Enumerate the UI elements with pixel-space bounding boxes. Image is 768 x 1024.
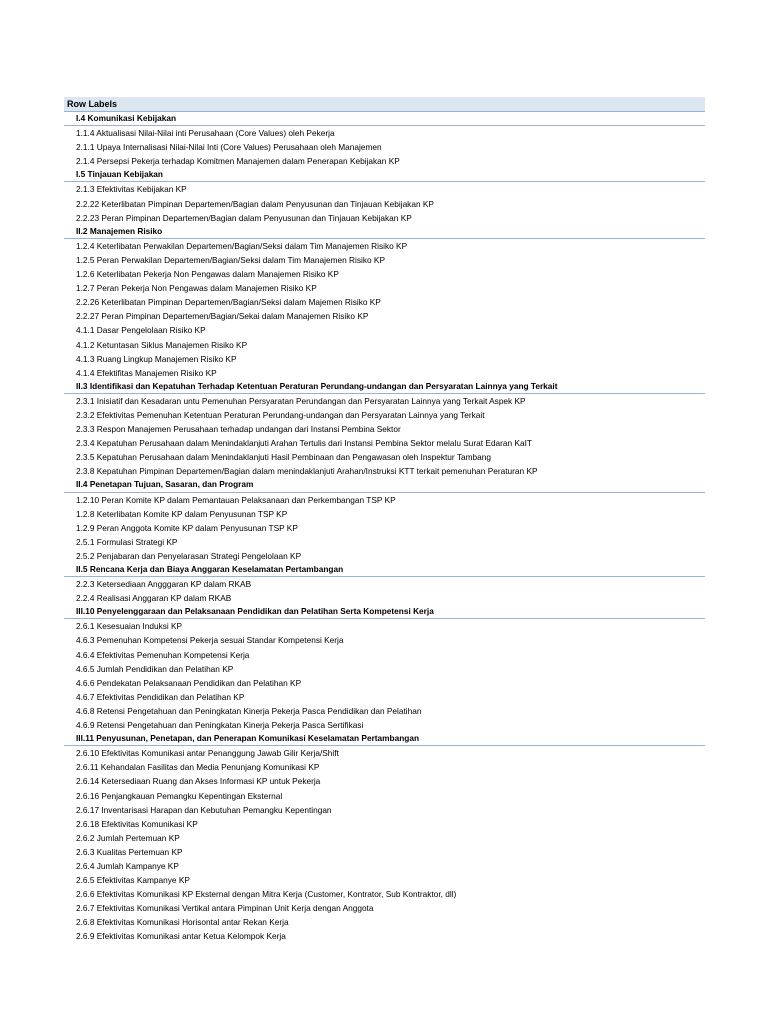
item-row[interactable]: 4.6.3 Pemenuhan Kompetensi Pekerja sesuai Standar Kompetensi Kerja [76,635,344,646]
item-row[interactable]: 4.1.1 Dasar Pengelolaan Risiko KP [76,325,206,336]
item-row[interactable]: 1.1.4 Aktualisasi Nilai-Nilai inti Perusahaan (Core Values) oleh Pekerja [76,128,335,139]
group-row[interactable]: II.3 Identifikasi dan Kepatuhan Terhadap Ketentuan Peraturan Perundang-undangan dan Persyaratan Lainnya yang Terkait [64,380,705,394]
pivot-table [64,97,705,944]
item-row[interactable]: 2.6.6 Efektivitas Komunikasi KP Eksternal dengan Mitra Kerja (Customer, Kontrator, Sub Kontraktor, dll) [76,889,457,900]
group-row[interactable]: II.4 Penetapan Tujuan, Sasaran, dan Program [64,478,705,492]
item-row[interactable]: 2.6.17 Inventarisasi Harapan dan Kebutuhan Pemangku Kepentingan [76,804,332,815]
item-row[interactable]: 2.6.14 Ketersediaan Ruang dan Akses Informasi KP untuk Pekerja [76,776,321,787]
item-row[interactable]: 4.6.4 Efektivitas Pemenuhan Kompetensi Kerja [76,649,250,660]
row-labels-header[interactable]: Row Labels [64,97,705,112]
item-row[interactable]: 2.2.22 Keterlibatan Pimpinan Departemen/Bagian dalam Penyusunan dan Tinjauan Kebijakan KP [76,198,434,209]
pivot-rows [64,112,705,944]
item-row[interactable]: 2.6.7 Efektivitas Komunikasi Vertikal antara Pimpinan Unit Kerja dengan Anggota [76,903,374,914]
item-row[interactable]: 1.2.4 Keterlibatan Perwakilan Departemen/Bagian/Seksi dalam Tim Manajemen Risiko KP [76,240,408,251]
item-row[interactable]: 2.6.10 Efektivitas Komunikasi antar Penanggung Jawab Gilir Kerja/Shift [76,748,339,759]
item-row[interactable]: 2.3.4 Kepatuhan Perusahaan dalam Menindaklanjuti Arahan Tertulis dari Instansi Pembina Sektor melalu Surat Edaran KaIT [76,438,532,449]
item-row[interactable]: 2.6.11 Kehandalan Fasilitas dan Media Penunjang Komunikasi KP [76,762,320,773]
item-row[interactable]: 2.6.5 Efektivitas Kampanye KP [76,875,190,886]
item-row[interactable]: 4.6.8 Retensi Pengetahuan dan Peningkatan Kinerja Pekerja Pasca Pendidikan dan Pelatihan [76,705,422,716]
item-row[interactable]: 4.6.7 Efektivitas Pendidikan dan Pelatihan KP [76,691,245,702]
item-row[interactable]: 4.1.4 Efektifitas Manajemen Risiko KP [76,367,217,378]
item-row[interactable]: 1.2.8 Keterlibatan Komite KP dalam Penyusunan TSP KP [76,508,288,519]
item-row[interactable]: 2.3.5 Kepatuhan Perusahaan dalam Menindaklanjuti Hasil Pembinaan dan Pengawasan oleh Inspektur Tambang [76,452,491,463]
item-row[interactable]: 2.3.8 Kepatuhan Pimpinan Departemen/Bagian dalam menindaklanjuti Arahan/Instruksi KTT terkait pemenuhan Peraturan KP [76,466,538,477]
item-row[interactable]: 2.1.1 Upaya Internalisasi Nilai-Nilai Inti (Core Values) Perusahaan oleh Manajemen [76,142,382,153]
item-row[interactable]: 1.2.6 Keterlibatan Pekerja Non Pengawas dalam Manajemen Risiko KP [76,269,339,280]
item-row[interactable]: 2.2.4 Realisasi Anggaran KP dalam RKAB [76,593,232,604]
item-row[interactable]: 2.1.4 Persepsi Pekerja terhadap Komitmen Manajemen dalam Penerapan Kebijakan KP [76,156,400,167]
item-row[interactable]: 4.6.6 Pendekatan Pelaksanaan Pendidikan dan Pelatihan KP [76,677,302,688]
item-row[interactable]: 2.6.16 Penjangkauan Pemangku Kepentingan Eksternal [76,790,283,801]
item-row[interactable]: 2.5.2 Penjabaran dan Penyelarasan Strategi Pengelolaan KP [76,550,302,561]
group-row[interactable]: I.5 Tinjauan Kebijakan [64,168,705,182]
item-row[interactable]: 2.3.2 Efektivitas Pemenuhan Ketentuan Peraturan Perundang-undangan dan Persyaratan Lainnya yang Terkait [76,409,485,420]
group-row[interactable]: III.10 Penyelenggaraan dan Pelaksanaan Pendidikan dan Pelatihan Serta Kompetensi Kerja [64,605,705,619]
item-row[interactable]: 2.3.3 Respon Manajemen Perusahaan terhadap undangan dari Instansi Pembina Sektor [76,424,401,435]
item-row[interactable]: 2.2.27 Peran Pimpinan Departemen/Bagian/Sekai dalam Manajemen Risiko KP [76,311,369,322]
item-row[interactable]: 2.6.8 Efektivitas Komunikasi Horisontal antar Rekan Kerja [76,917,289,928]
item-row[interactable]: 2.5.1 Formulasi Strategi KP [76,536,178,547]
group-row[interactable]: I.4 Komunikasi Kebijakan [64,112,705,126]
item-row[interactable]: 2.3.1 Inisiatif dan Kesadaran untu Pemenuhan Persyaratan Perundangan dan Persyaratan Lainnya yang Terkait Aspek KP [76,395,526,406]
group-row[interactable]: II.2 Manajemen Risiko [64,225,705,239]
item-row[interactable]: 1.2.9 Peran Anggota Komite KP dalam Penyusunan TSP KP [76,522,298,533]
item-row[interactable]: 2.2.26 Keterlibatan Pimpinan Departemen/Bagian/Seksi dalam Majemen Risiko KP [76,297,381,308]
item-row[interactable]: 4.1.3 Ruang Lingkup Manajemen Risiko KP [76,353,237,364]
item-row[interactable]: 1.2.10 Peran Komite KP dalam Pemantauan Pelaksanaan dan Perkembangan TSP KP [76,494,396,505]
item-row[interactable]: 2.2.23 Peran Pimpinan Departemen/Bagian dalam Penyusunan dan Tinjauan Kebijakan KP [76,212,412,223]
item-row[interactable]: 4.1.2 Ketuntasan Siklus Manajemen Risiko KP [76,339,248,350]
item-row[interactable]: 2.6.4 Jumlah Kampanye KP [76,860,179,871]
group-row[interactable]: III.11 Penyusunan, Penetapan, dan Penerapan Komunikasi Keselamatan Pertambangan [64,732,705,746]
item-row[interactable]: 2.6.1 Kesesuaian Induksi KP [76,621,183,632]
item-row[interactable]: 2.6.2 Jumlah Pertemuan KP [76,832,180,843]
group-row[interactable]: II.5 Rencana Kerja dan Biaya Anggaran Keselamatan Pertambangan [64,563,705,577]
item-row[interactable]: 2.6.9 Efektivitas Komunikasi antar Ketua Kelompok Kerja [76,931,286,942]
item-row[interactable]: 2.6.3 Kualitas Pertemuan KP [76,846,183,857]
item-row[interactable]: 1.2.5 Peran Perwakilan Departemen/Bagian/Seksi dalam Tim Manajemen Risiko KP [76,254,385,265]
item-row[interactable]: 2.1.3 Efektivitas Kebijakan KP [76,184,187,195]
item-row[interactable]: 2.6.18 Efektivitas Komunikasi KP [76,818,198,829]
item-row[interactable]: 4.6.9 Retensi Pengetahuan dan Peningkatan Kinerja Pekerja Pasca Sertifikasi [76,720,364,731]
item-row[interactable]: 4.6.5 Jumlah Pendidikan dan Pelatihan KP [76,663,234,674]
item-row[interactable]: 2.2.3 Ketersediaan Angggaran KP dalam RKAB [76,579,252,590]
item-row[interactable]: 1.2.7 Peran Pekerja Non Pengawas dalam Manajemen Risiko KP [76,283,317,294]
